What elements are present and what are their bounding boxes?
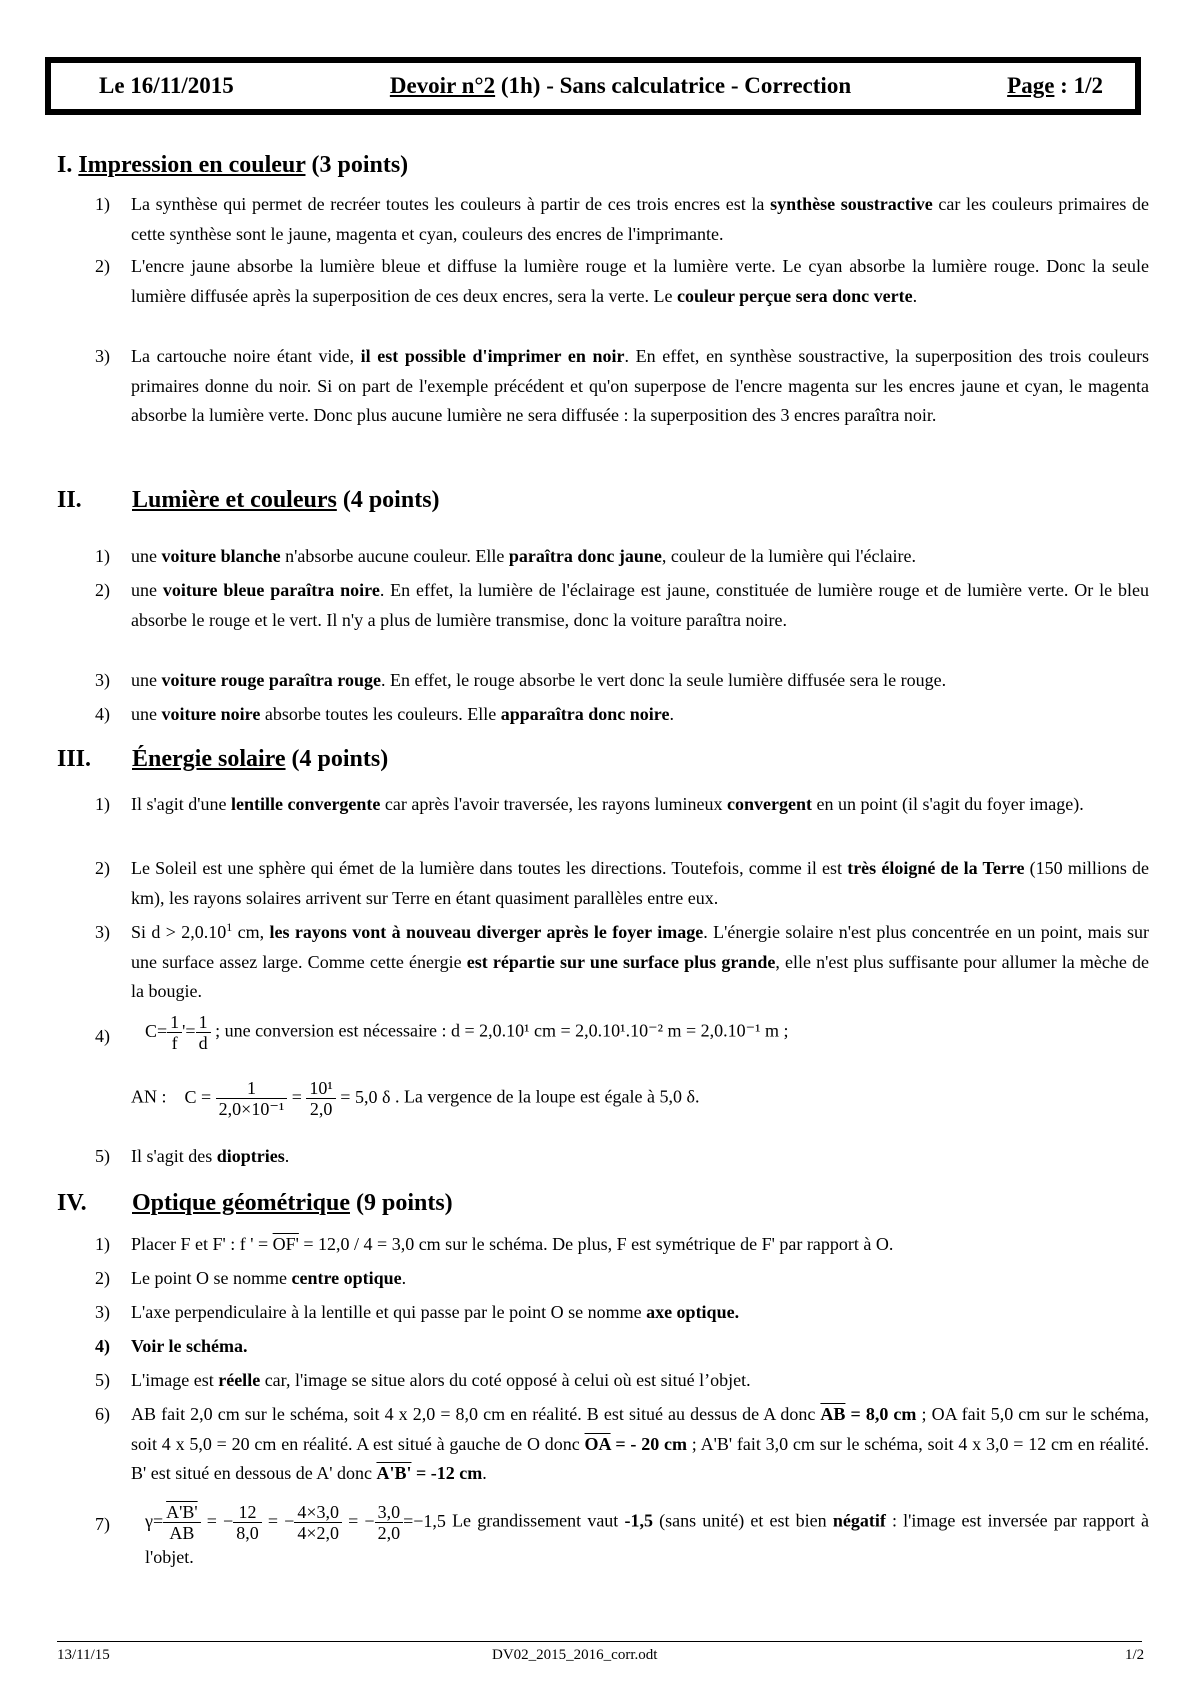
footer-filename: DV02_2015_2016_corr.odt bbox=[492, 1647, 658, 1663]
section-4-title: IV. Optique géométrique (9 points) bbox=[57, 1190, 453, 1216]
document-page: Le 16/11/2015 Devoir n°2 (1h) - Sans calculatrice - Correction Page : 1/2 I. Impression en couleur (3 points) 1) La synthèse qui permet de recréer toutes les couleurs à partir de ces trois encres est la synthèse soustractive car les couleurs primaires de cette synthèse sont le jaune, magenta et cyan, couleurs des encres de l'imprimante. 2) L'encre jaune absorbe la lumière bleue et diffuse la lumière rouge et la lumière verte. Le cyan absorbe la lumière rouge. Donc la seule lumière diffusée après la superposition de ces deux encres, sera la verte. Le couleur perçue sera donc verte. 3) La cartouche noire étant vide, il est possible d'imprimer en noir. En effet, en synthèse soustractive, la superposition des trois couleurs primaires donne du noir. Si on part de l'exemple précédent et qu'on superpose de l'encre magenta sur les encres jaune et cyan, le magenta absorbe la lumière verte. Donc plus aucune lumière ne sera diffusée : la superposition des 3 encres paraîtra noir. II. Lumière et couleurs (4 points) 1) une voiture blanche n'absorbe aucune couleur. Elle paraîtra donc jaune, couleur de la lumière qui l'éclaire. 2) une voiture bleue paraîtra noire. En effet, la lumière de l'éclairage est jaune, constituée de lumière rouge et de lumière verte. Or le bleu absorbe le rouge et le vert. Il n'y a plus de lumière transmise, donc la voiture paraîtra noire. 3) une voiture rouge paraîtra rouge. En effet, le rouge absorbe le vert donc la seule lumière diffusée sera le rouge. 4) une voiture noire absorbe toutes les couleurs. Elle apparaîtra donc noire. III. Énergie solaire (4 points) 1) Il s'agit d'une lentille convergente car après l'avoir traversée, les rayons lumineux convergent en un point (il s'agit du foyer image). 2) Le Soleil est une sphère qui émet de la lumière dans toutes les directions. Toutefois, comme il est très éloigné de la Terre (150 millions de km), les rayons solaires arrivent sur Terre en étant quasiment parallèles entre eux. 3) Si $d > 2,0.10^1$ cm, les rayons vont à nouveau diverger après le foyer image. L'énergie solaire n'est plus concentrée en un point, mais sur une surface assez large. Comme cette énergie est répartie sur une surface plus grande, elle n'est plus suffisante pour allumer la mèche de la bougie. 4) C= $\frac{1}{f}$ '= $\frac{1}{d}$ ; une conversion est nécessaire : d = 2,0.10¹ cm = 2,0.10¹.10⁻² m = 2,0.10⁻¹ m ; AN : C = $\frac{1}{\text{2,0×10⁻¹}}$ = $\frac{\text{10¹}}{2,0}$ = 5,0 δ . La vergence de la loupe est égale à 5,0 δ. 5) Il s'agit des dioptries. IV. Optique géométrique (9 points) 1) Placer F et F' : f ' = OF' = 12,0 / 4 = 3,0 cm sur le schéma. De plus, F est symétrique de F' par rapport à O. 2) Le point O se nomme centre optique. 3) L'axe perpendiculaire à la lentille et qui passe par le point O se nomme axe optique. 4) Voir le schéma. 5) L'image est réelle car, l'image se situe alors du coté opposé à celui où est situé l’objet. 6) AB fait 2,0 cm sur le schéma, soit 4 x 2,0 = 8,0 cm en réalité. B est situé au dessus de A donc $\overline{AB} = 8,0$ cm ; OA fait 5,0 cm sur le schéma, soit 4 x 5,0 = 20 cm en réalité. A est situé à gauche de O donc $\overline{OA}$ = - 20 cm ; A'B' fait 3,0 cm sur le schéma, soit 4 x 3,0 = 12 cm en réalité. B' est situé en dessous de A' donc A'B' = -12 cm. 7) γ= $\frac{A'B'}{AB}$ = − $\frac{12}{8,0}$ = − $\frac{4\times 3,0}{4\times 2,0}$ = − $\frac{3,0}{2,0}$ =−1,5 Le grandissement vaut -1,5 (sans unité) et est bien négatif : l'image est inversée par rapport à l'objet. 13/11/15 DV02_2015_2016_corr.odt 1/2 bbox=[0, 0, 1200, 1698]
formula-grandissement: γ= $\frac{A'B'}{AB}$ = − $\frac{12}{8,0}$ = − $\frac{4\times 3,0}{4\times 2,0}$ = − $\frac{3,0}{2,0}$ =−1,5 bbox=[145, 1502, 446, 1543]
section-3-title: III. Énergie solaire (4 points) bbox=[57, 746, 389, 772]
footer-date: 13/11/15 bbox=[57, 1647, 110, 1663]
header-page: Page : 1/2 bbox=[1007, 73, 1103, 98]
header-title: Devoir n°2 (1h) - Sans calculatrice - Correction bbox=[389, 73, 852, 98]
header-date: Le 16/11/2015 bbox=[99, 73, 234, 98]
formula-vergence: C= $\frac{1}{f}$ '= $\frac{1}{d}$ bbox=[145, 1021, 215, 1041]
section-2-title: II. Lumière et couleurs (4 points) bbox=[57, 487, 440, 513]
formula-application: C = $\frac{1}{\text{2,0×10⁻¹}}$ = $\frac{\text{10¹}}{2,0}$ = 5,0 δ bbox=[184, 1078, 391, 1119]
footer-page-number: 1/2 bbox=[1125, 1647, 1145, 1663]
header-box bbox=[45, 57, 1141, 115]
footer-divider bbox=[57, 1641, 1142, 1642]
section-1-title: I. Impression en couleur (3 points) bbox=[57, 152, 409, 178]
